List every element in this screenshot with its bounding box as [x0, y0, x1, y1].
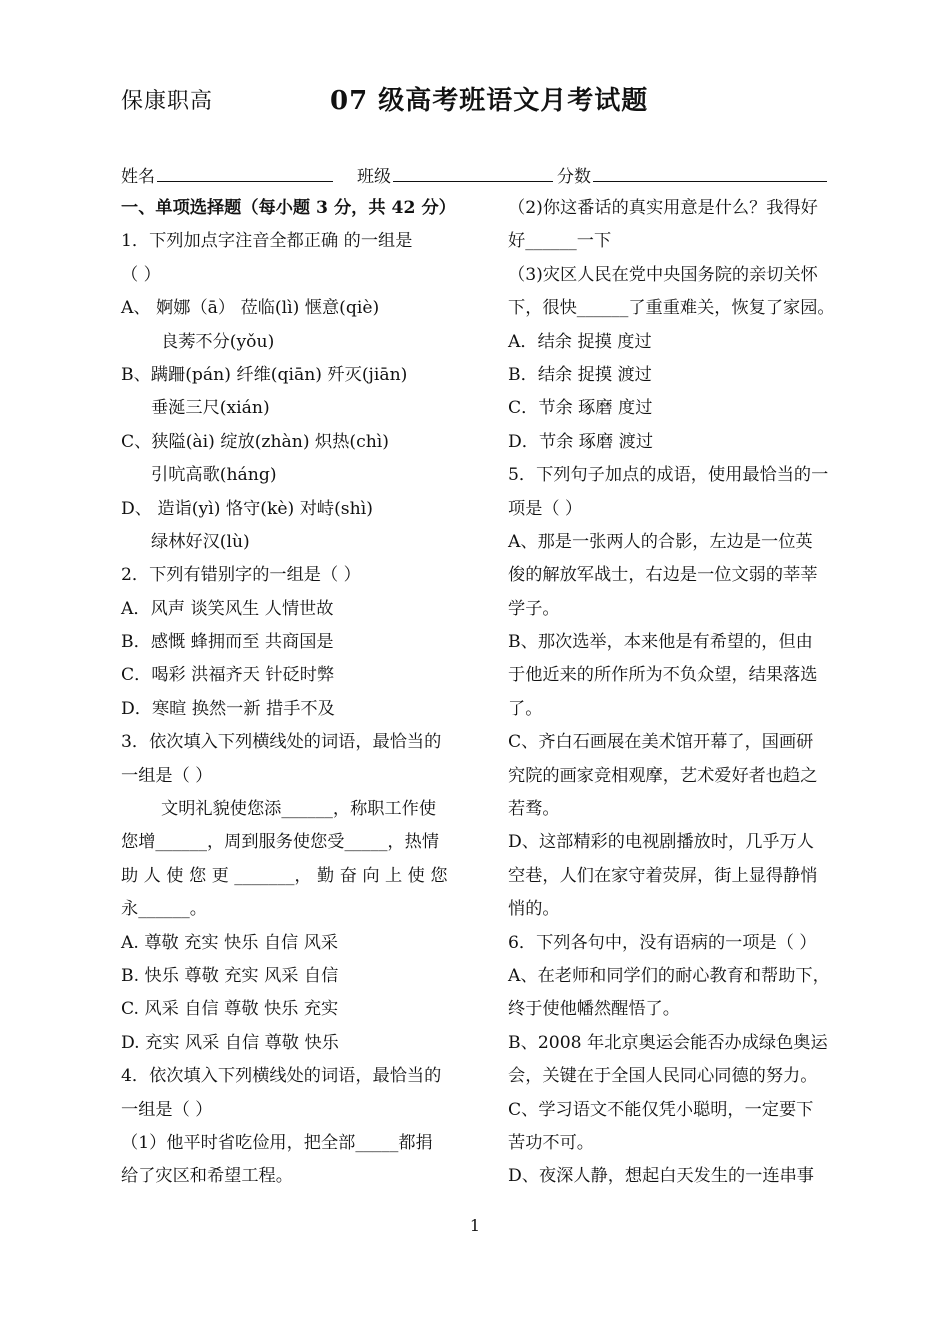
right-column-line: 悄的。: [508, 899, 560, 920]
left-column: [121, 192, 471, 1194]
right-column-line: A．结余 捉摸 度过: [508, 331, 652, 352]
page-number: 1: [469, 1216, 481, 1235]
left-column-line: 1．下列加点字注音全都正确 的一组是: [121, 231, 413, 252]
right-column-line: 了。: [508, 698, 543, 719]
right-column-line: 若骛。: [508, 799, 560, 820]
right-column-line: 项是（ ）: [508, 498, 583, 519]
right-column-line: D．节余 琢磨 渡过: [508, 431, 654, 452]
right-column-line: C、齐白石画展在美术馆开幕了，国画研: [508, 732, 814, 753]
left-column-line: 永______。: [121, 899, 207, 920]
right-column-line: B、2008 年北京奥运会能否办成绿色奥运: [508, 1032, 828, 1053]
left-column-line: B. 快乐 尊敬 充实 风采 自信: [121, 965, 339, 986]
left-column-line: C、狭隘(ài) 绽放(zhàn) 炽热(chì): [121, 431, 390, 452]
left-column-line: 3．依次填入下列横线处的词语，最恰当的: [121, 732, 442, 753]
left-column-line: C．喝彩 洪福齐天 针砭时弊: [121, 665, 335, 686]
right-column-line: 终于使他幡然醒悟了。: [508, 999, 680, 1020]
right-column: [508, 192, 858, 1194]
class-blank[interactable]: [393, 181, 553, 182]
left-column-line: C. 风采 自信 尊敬 快乐 充实: [121, 999, 339, 1020]
left-column-line: 一、单项选择题（每小题 3 分，共 42 分）: [121, 198, 456, 218]
left-column-line: A. 尊敬 充实 快乐 自信 风采: [121, 932, 339, 953]
right-column-line: A、在老师和同学们的耐心教育和帮助下，: [508, 965, 830, 986]
left-column-line: D．寒暄 换然一新 措手不及: [121, 698, 335, 719]
school-name: 保康职高: [121, 89, 214, 114]
right-column-line: 空巷，人们在家守着荧屏，街上显得静悄: [508, 865, 818, 886]
right-column-line: （3)灾区人民在党中央国务院的亲切关怀: [508, 264, 818, 285]
right-column-line: 好______一下: [508, 231, 612, 252]
right-column-line: 苦功不可。: [508, 1132, 594, 1153]
right-column-line: 下，很快______了重重难关，恢复了家园。: [508, 298, 835, 319]
right-column-line: D、这部精彩的电视剧播放时，几乎万人: [508, 832, 814, 853]
score-blank[interactable]: [593, 181, 827, 182]
left-column-line: 垂涎三尺(xián): [151, 398, 270, 419]
left-column-line: 良莠不分(yǒu): [161, 331, 275, 352]
right-column-line: 俊的解放军战士，右边是一位文弱的莘莘: [508, 565, 818, 586]
left-column-line: （ ）: [121, 264, 161, 285]
left-column-line: 4．依次填入下列横线处的词语，最恰当的: [121, 1066, 442, 1087]
right-column-line: 5．下列句子加点的成语，使用最恰当的一: [508, 465, 829, 486]
right-column-line: 学子。: [508, 598, 560, 619]
name-label: 姓名: [121, 167, 155, 187]
right-column-line: 于他近来的所作所为不负众望，结果落选: [508, 665, 818, 686]
score-label: 分数: [557, 167, 591, 187]
left-column-line: A、 婀娜（ā） 莅临(lì) 惬意(qiè): [121, 298, 380, 319]
left-column-line: B．感慨 蜂拥而至 共商国是: [121, 632, 334, 653]
left-column-line: 助 人 使 您 更 _______， 勤 奋 向 上 使 您: [121, 865, 448, 886]
class-label: 班级: [357, 167, 391, 187]
right-column-line: C．节余 琢磨 度过: [508, 398, 653, 419]
right-column-line: A、那是一张两人的合影，左边是一位英: [508, 531, 813, 552]
left-column-line: 您增______，周到服务使您受_____，热情: [121, 832, 439, 853]
student-info-row: [121, 162, 841, 188]
left-column-line: 给了灾区和希望工程。: [121, 1166, 293, 1187]
left-column-line: A．风声 谈笑风生 人情世故: [121, 598, 334, 619]
left-column-line: D、 造诣(yì) 恪守(kè) 对峙(shì): [121, 498, 373, 519]
right-column-line: （2)你这番话的真实用意是什么？我得好: [508, 198, 818, 218]
left-column-line: 文明礼貌使您添______，称职工作使: [161, 799, 437, 820]
right-column-line: 6．下列各句中，没有语病的一项是（ ）: [508, 932, 817, 953]
left-column-line: 一组是（ ）: [121, 765, 213, 786]
left-column-line: 引吭高歌(háng): [151, 465, 277, 486]
name-blank[interactable]: [157, 181, 333, 182]
left-column-line: 2．下列有错别字的一组是（ ）: [121, 565, 361, 586]
left-column-line: B、蹒跚(pán) 纤维(qiān) 歼灭(jiān): [121, 364, 408, 385]
right-column-line: C、学习语文不能仅凭小聪明，一定要下: [508, 1099, 814, 1120]
right-column-line: B．结余 捉摸 渡过: [508, 364, 652, 385]
left-column-line: 一组是（ ）: [121, 1099, 213, 1120]
left-column-line: （1）他平时省吃俭用，把全部_____都捐: [121, 1132, 433, 1153]
right-column-line: B、那次选举，本来他是有希望的，但由: [508, 632, 813, 653]
left-column-line: 绿林好汉(lù): [151, 531, 250, 552]
left-column-line: D. 充实 风采 自信 尊敬 快乐: [121, 1032, 339, 1053]
right-column-line: 会，关键在于全国人民同心同德的努力。: [508, 1066, 818, 1087]
page-title: 07 级高考班语文月考试题: [330, 86, 649, 116]
right-column-line: D、夜深人静，想起白天发生的一连串事: [508, 1166, 814, 1187]
right-column-line: 究院的画家竞相观摩，艺术爱好者也趋之: [508, 765, 818, 786]
